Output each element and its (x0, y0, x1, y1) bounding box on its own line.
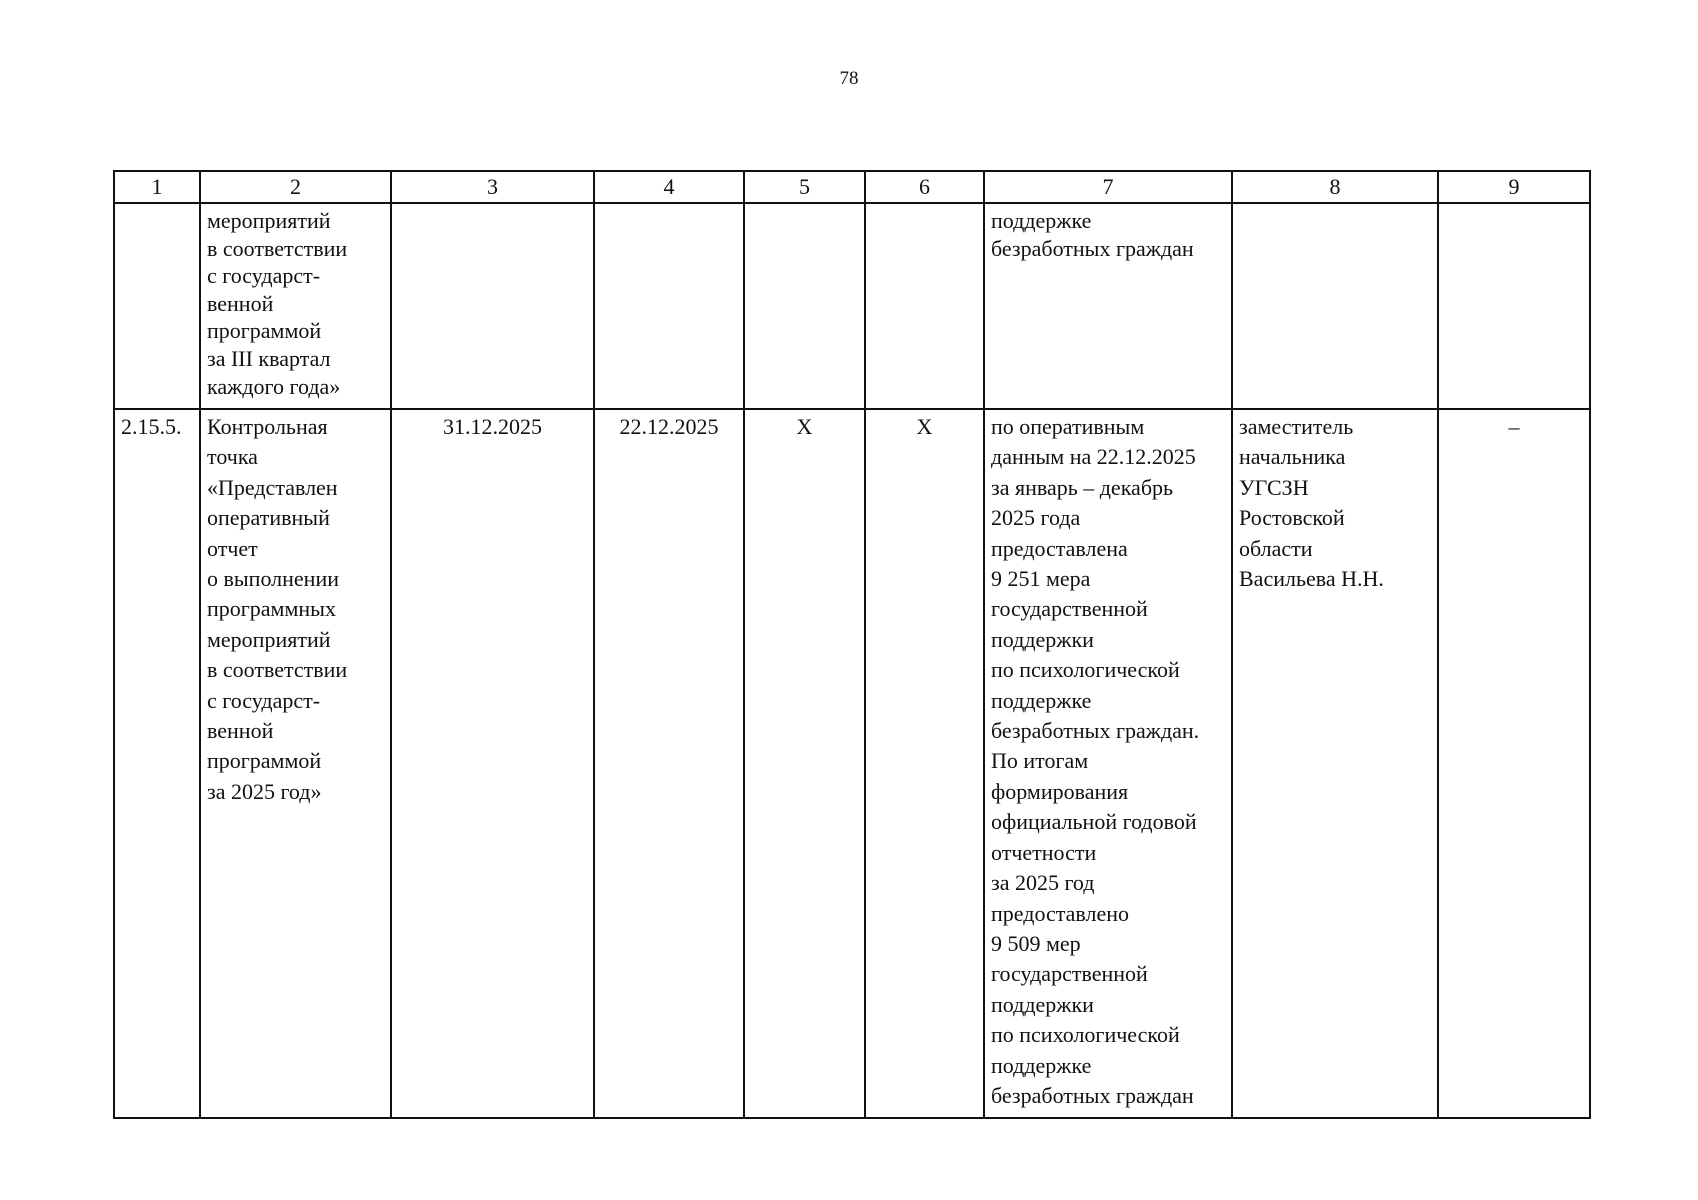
page-number: 78 (839, 68, 859, 89)
column-header: 2 (200, 171, 391, 203)
table-cell-col5: Х (744, 409, 865, 1118)
table-cell-result: по оперативным данным на 22.12.2025 за январь – декабрь 2025 года предоставлена 9 251 мера государственной поддержки по психологической поддержке безработных граждан. По итогам формирования официальной годовой отчетности за 2025 год предоставлено 9 509 мер государственной поддержки по психологической поддержке безработных граждан (984, 409, 1232, 1118)
column-header: 9 (1438, 171, 1590, 203)
table-cell-col9 (1438, 203, 1590, 409)
table-cell-responsible (1232, 203, 1438, 409)
table-cell-responsible: заместитель начальника УГСЗН Ростовской области Васильева Н.Н. (1232, 409, 1438, 1118)
column-header: 4 (594, 171, 744, 203)
table-cell-actual-date: 22.12.2025 (594, 409, 744, 1118)
column-header: 3 (391, 171, 594, 203)
table-cell-planned-date (391, 203, 594, 409)
table-cell-name: мероприятий в соответствии с государст- венной программой за III квартал каждого года» (200, 203, 391, 409)
table-cell-col6: Х (865, 409, 984, 1118)
table-cell-result: поддержке безработных граждан (984, 203, 1232, 409)
column-header: 7 (984, 171, 1232, 203)
table-cell-number: 2.15.5. (114, 409, 200, 1118)
data-table (113, 170, 1591, 1119)
table-cell-name: Контрольная точка «Представлен оперативный отчет о выполнении программных мероприятий в соответствии с государст- венной программой за 2025 год» (200, 409, 391, 1118)
column-header: 6 (865, 171, 984, 203)
table-cell-col5 (744, 203, 865, 409)
table-row (114, 203, 1590, 409)
table-header-row (114, 171, 1590, 203)
table-cell-col6 (865, 203, 984, 409)
table-cell-planned-date: 31.12.2025 (391, 409, 594, 1118)
table-cell-actual-date (594, 203, 744, 409)
table-row (114, 409, 1590, 1118)
table-cell-col9: – (1438, 409, 1590, 1118)
column-header: 1 (114, 171, 200, 203)
column-header: 5 (744, 171, 865, 203)
table-cell-number (114, 203, 200, 409)
column-header: 8 (1232, 171, 1438, 203)
